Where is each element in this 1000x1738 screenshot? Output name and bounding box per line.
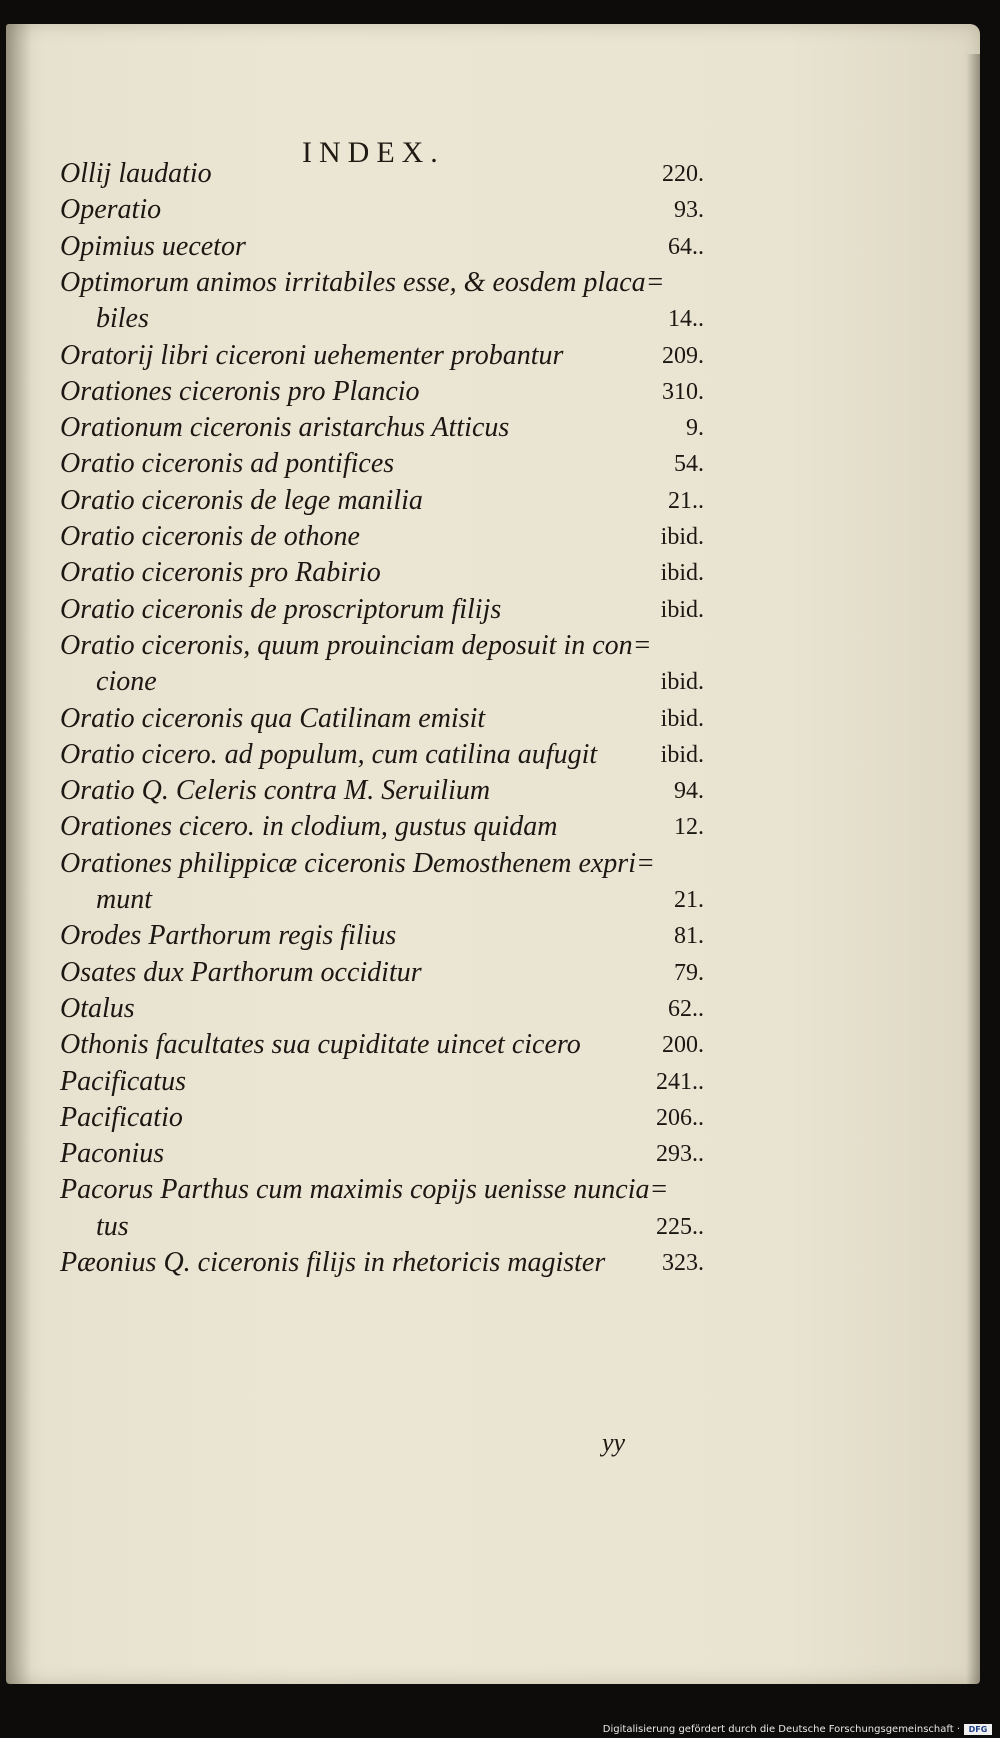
index-entry-continuation [60,662,704,702]
index-page-reference: 323. [662,1250,704,1276]
index-entry-text: Pacificatus [60,1066,186,1097]
index-entry-text: Oratio cicero. ad populum, cum catilina aufugit [60,739,598,770]
index-page-reference: ibid. [660,706,704,732]
index-page-reference: 206.. [656,1105,704,1131]
index-entry [60,263,704,303]
index-entry [60,1170,704,1210]
index-entry [60,408,704,448]
index-entry [60,336,704,376]
index-entry [60,953,704,993]
index-entry-text: munt [96,884,152,915]
index-page-reference: ibid. [660,742,704,768]
index-entry [60,1025,704,1065]
index-page-reference: ibid. [660,524,704,550]
index-entry-text: biles [96,303,149,334]
index-page-reference: 241.. [656,1069,704,1095]
index-entry-text: Oratio ciceronis ad pontifices [60,448,395,479]
index-entry-text: Ollij laudatio [60,158,212,189]
index-entry-text: Oratio ciceronis, quum prouinciam deposuit in con= [60,630,652,661]
index-page-reference: 64.. [668,234,704,260]
index-entry [60,626,704,666]
index-page-reference: 12. [674,814,704,840]
index-page-reference: 209. [662,343,704,369]
signature-mark: yy [602,1428,626,1457]
index-entry [60,807,704,847]
index-entry [60,1134,704,1174]
index-list [6,24,980,1424]
index-entry-text: Paconius [60,1138,165,1169]
credit-bar [0,1722,1000,1738]
index-page-reference: 94. [674,778,704,804]
index-entry [60,481,704,521]
book-page [6,24,980,1684]
index-entry-text: Orationes ciceronis pro Plancio [60,376,420,407]
index-page-reference: 21.. [668,488,704,514]
index-entry [60,735,704,775]
index-entry-text: Oratio Q. Celeris contra M. Seruilium [60,775,491,806]
index-page-reference: 200. [662,1032,704,1058]
index-page-reference: 21. [674,887,704,913]
index-page-reference: 81. [674,923,704,949]
index-entry-text: Oratio ciceronis pro Rabirio [60,557,381,588]
index-entry-text: Orationes cicero. in clodium, gustus quidam [60,811,558,842]
index-entry-text: Pæonius Q. ciceronis filijs in rhetoricis magister [60,1247,606,1278]
index-entry [60,771,704,811]
index-entry-text: Orodes Parthorum regis filius [60,920,397,951]
index-entry [60,699,704,739]
index-entry-text: Orationum ciceronis aristarchus Atticus [60,412,510,443]
index-page-reference: 79. [674,960,704,986]
index-page-reference: 54. [674,451,704,477]
index-entry-text: Operatio [60,194,162,225]
index-entry-continuation [60,1207,704,1247]
index-entry [60,372,704,412]
index-entry [60,1062,704,1102]
index-page-reference: 93. [674,197,704,223]
index-entry [60,553,704,593]
index-entry-text: Oratio ciceronis de lege manilia [60,485,423,516]
index-page-reference: 225.. [656,1214,704,1240]
index-page-reference: ibid. [660,597,704,623]
index-entry [60,590,704,630]
index-entry-text: Pacorus Parthus cum maximis copijs uenisse nuncia= [60,1174,669,1205]
index-entry-text: Oratio ciceronis de proscriptorum filijs [60,594,502,625]
index-entry [60,916,704,956]
index-entry-text: Oratio ciceronis de othone [60,521,360,552]
index-entry [60,1098,704,1138]
index-entry-continuation [60,299,704,339]
index-entry-text: Oratio ciceronis qua Catilinam emisit [60,703,486,734]
index-entry-text: Otalus [60,993,135,1024]
index-entry [60,154,704,194]
index-entry [60,989,704,1029]
index-page-reference: 220. [662,161,704,187]
index-entry [60,227,704,267]
index-entry-continuation [60,880,704,920]
dfg-logo: DFG [964,1724,992,1735]
index-entry [60,517,704,557]
index-entry-text: Oratorij libri ciceroni uehementer probantur [60,340,564,371]
index-page-reference: 62.. [668,996,704,1022]
index-page-reference: 310. [662,379,704,405]
index-page-reference: 9. [686,415,704,441]
digitization-credit: Digitalisierung gefördert durch die Deutsche Forschungsgemeinschaft · [602,1724,960,1735]
index-entry [60,844,704,884]
index-page-reference: ibid. [660,669,704,695]
index-entry [60,190,704,230]
index-page-reference: 293.. [656,1141,704,1167]
index-entry-text: Othonis facultates sua cupiditate uincet cicero [60,1029,581,1060]
index-heading: INDEX. [302,136,445,169]
index-entry-text: Optimorum animos irritabiles esse, & eosdem placa= [60,267,665,298]
index-page-reference: 14.. [668,306,704,332]
index-entry-text: Pacificatio [60,1102,183,1133]
index-page-reference: ibid. [660,560,704,586]
index-entry [60,1243,704,1283]
index-entry-text: Osates dux Parthorum occiditur [60,957,422,988]
index-entry-text: tus [96,1211,129,1242]
index-entry [60,444,704,484]
index-entry-text: Opimius uecetor [60,231,246,262]
index-entry-text: cione [96,666,157,697]
index-entry-text: Orationes philippicæ ciceronis Demosthenem expri= [60,848,655,879]
